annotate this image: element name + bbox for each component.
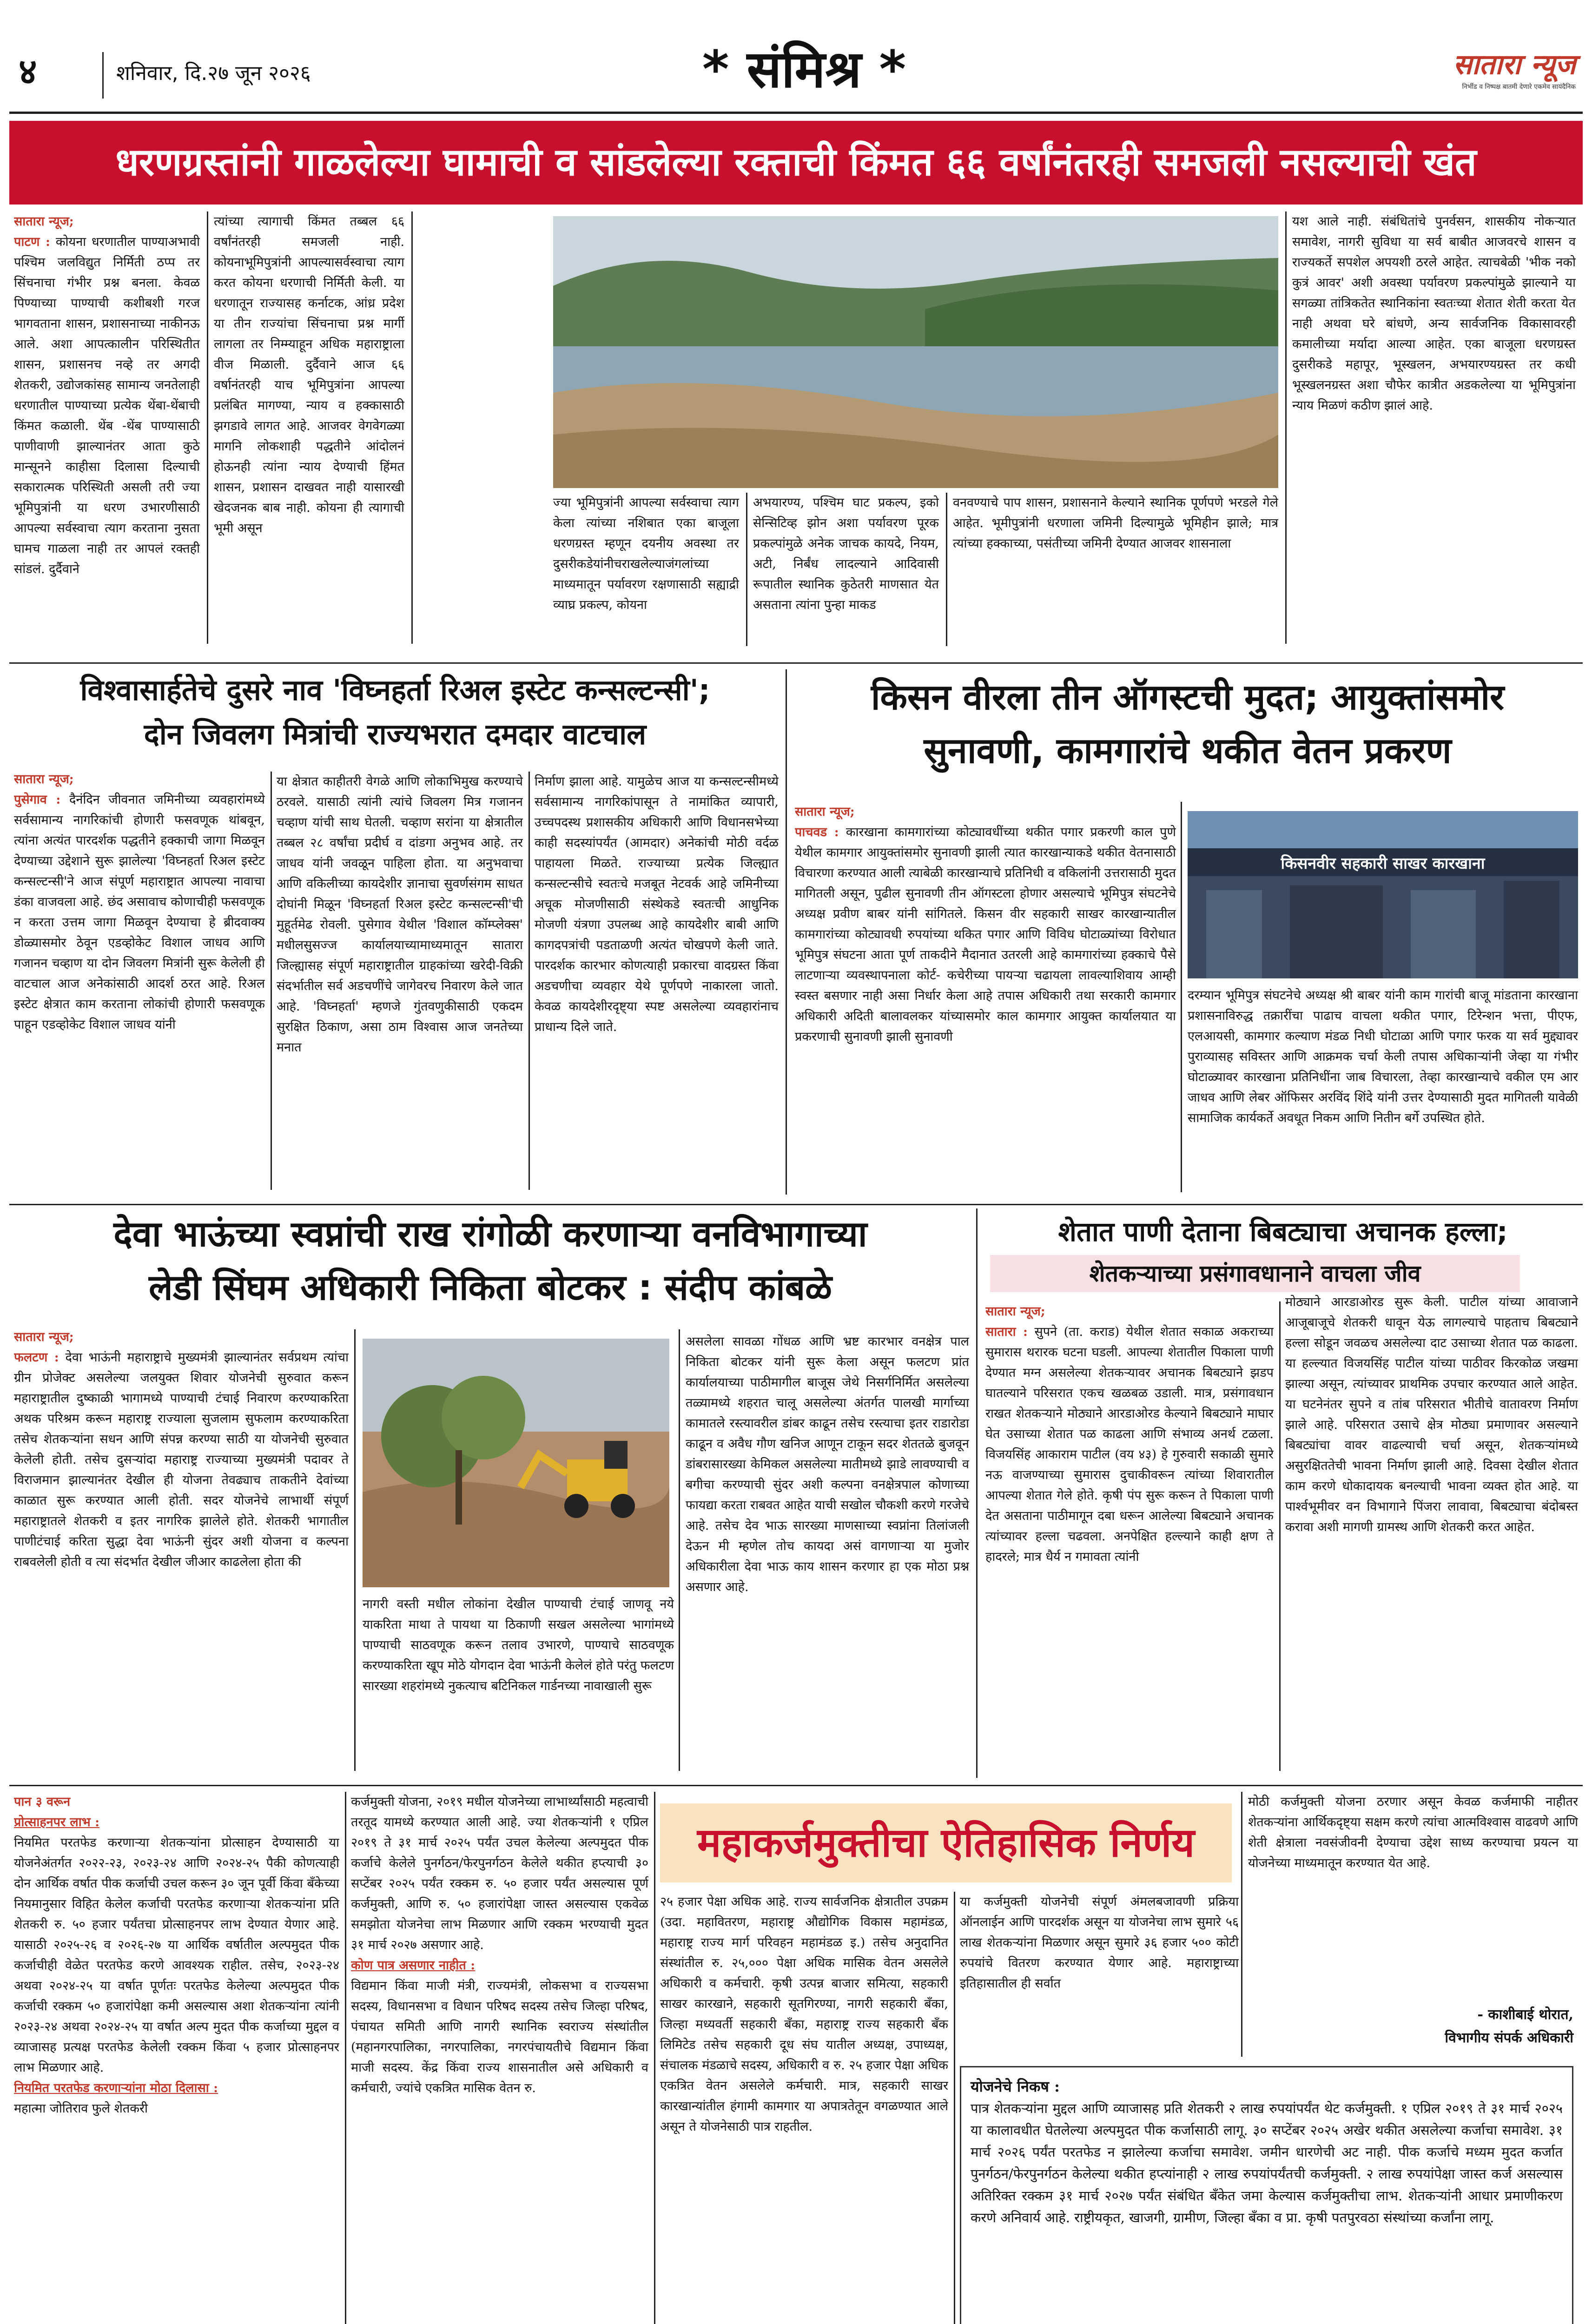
logo-text: सातारा न्यूज bbox=[1453, 48, 1576, 81]
logo-tagline: निर्भीड व निष्पक्ष बातमी देणारे एकमेव सायंदैनिक bbox=[1462, 83, 1576, 91]
excavator-site-image bbox=[363, 1339, 669, 1587]
story3-text-1: कारखाना कामगारांच्या कोट्यावधींच्या थकीत पगार प्रकरणी काल पुणे येथील कामगार आयुक्तांसमोर सुनावणी झाली त्यात कारखान्याकडे थकीत वेतनासाठी विचारणा करण्यात आली त्याबेळी कारखान्याचे प्रतिनिधी व वकिलांनी उत्तरासाठी मुदत मागितली असून, पुढील सुनावणी तीन ऑगस्टला होणार असल्याचे भूमिपुत्र संघटनेचे अध्यक्ष प्रवीण बाबर यांनी सांगितले. किसन वीर सहकारी साखर कारखान्यातील कामगारांच्या कोट्यावधी रुपयांच्या थकित पगार आणि विविध घोटाळ्यांच्या विरोधात भूमिपुत्र संघटना आता पूर्ण ताकदीने मैदानात उतरली आहे कामगारांच्या हक्काचे पैसे लाटणाऱ्या व्यवस्थापनाला कोर्ट- कचेरीच्या पायऱ्या चढायला लावल्याशिवाय आम्ही स्वस्त बसणार नाही असा निर्धार केला आहे तपास अधिकारी तथा सरकारी कामगार अधिकारी अदिती बालावलकर यांच्यासमोर काल कामगार आयुक्त कार्यालयात या प्रकरणाची सुनावणी झाली सुनावणी bbox=[795, 825, 1176, 1044]
col-divider bbox=[345, 1792, 346, 2324]
story6-col1 bbox=[14, 1792, 339, 2324]
col-divider bbox=[354, 1329, 356, 1771]
story1-col3 bbox=[553, 493, 739, 651]
story1-headline: धरणग्रस्तांनी गाळलेल्या घामाची व सांडलेल्या रक्ताची किंमत ६६ वर्षांनंतरही समजली नसल्याची खंत bbox=[9, 121, 1583, 205]
story3-col1 bbox=[795, 802, 1176, 1197]
story1-dateline: पाटण : bbox=[14, 235, 51, 249]
story4-jcb-photo bbox=[363, 1339, 669, 1587]
story5-dateline: सातारा : bbox=[985, 1325, 1028, 1339]
story4-headline-line2: लेडी सिंघम अधिकारी निकिता बोटकर : संदीप कांबळे bbox=[149, 1267, 832, 1308]
col-divider bbox=[1279, 1301, 1281, 1771]
story1-text-5: वनवण्याचे पाप शासन, प्रशासनाने केल्याने स्थानिक पूर्णपणे भरडले गेले आहेत. भूमीपुत्रांनी धरणाला जमिनी दिल्यामुळे भूमिहीन झाले; मात्र त्यांच्या हक्काच्या, पसंतीच्या जमिनी देण्यात आजवर शासनाला bbox=[953, 495, 1278, 551]
story3-dateline: पाचवड : bbox=[795, 825, 839, 839]
story5-text-1: सुपने (ता. कराड) येथील शेतात सकाळ अकराच्या सुमारास थरारक घटना घडली. आपल्या शेतातील पिकाला पाणी देण्यात मग्न असलेल्या शेतकऱ्यावर अचानक बिबट्याने झडप घातल्याने परिसरात एकच खळबळ उडाली. मात्र, प्रसंगावधान राखत शेतकऱ्याने मोठ्याने आरडाओरड केल्याने बिबट्याने माघार घेत उसाच्या शेतात पळ काढला आणि संभाव्य अनर्थ टळला. विजयसिंह आकाराम पाटील (वय ४३) हे गुरुवारी सकाळी सुमारे नऊ वाजण्याच्या सुमारास दुचाकीवरून त्यांच्या शिवारातील आपल्या शेतात गेले होते. कृषी पंप सुरू करून ते पिकाला पाणी देत असताना पाठीमागून दबा धरून आलेल्या बिबट्याने अचानक त्यांच्यावर हल्ला चढवला. अनपेक्षित हल्ल्याने काही क्षण ते हादरले; मात्र धैर्य न गमावता त्यांनी bbox=[985, 1325, 1274, 1564]
story2-headline-line1: विश्वासार्हतेचे दुसरे नाव 'विघ्नहर्ता रिअल इस्टेट कन्सल्टन्सी'; bbox=[80, 673, 710, 707]
scheme-criteria-text: पात्र शेतकऱ्यांना मुद्दल आणि व्याजासह प्रति शेतकरी २ लाख रुपयांपर्यंत थेट कर्जमुक्ती. १ एप्रिल २०१९ ते ३१ मार्च २०२५ या कालावधीत घेतलेल्या अल्पमुदत पीक कर्जासाठी लागू. ३० सप्टेंबर २०२५ अखेर थकीत असलेल्या कर्जाचा समावेश. ३१ मार्च २०२६ पर्यंत परतफेड न झालेल्या कर्जाचा समावेश. जमीन धारणेची अट नाही. पीक कर्जाचे मध्यम मुदत कर्जात पुनर्गठन/फेरपुनर्गठन केलेल्या थकीत हप्त्यांनाही २ लाख रुपयांपर्यंतची कर्जमुक्ती. २ लाख रुपयांपेक्षा जास्त कर्ज असल्यास अतिरिक्त रक्कम ३१ मार्च २०२७ पर्यंत संबंधित बँकेत जमा केल्यास कर्जमुक्तीचा लाभ. शेतकऱ्यांनी आधार प्रमाणीकरण करणे अनिवार्य आहे. राष्ट्रीयकृत, खाजगी, ग्रामीण, जिल्हा बँका व प्रा. कृषी पतपुरवठा संस्थांच्या कर्जांना लागू. bbox=[971, 2100, 1563, 2225]
story6-text-1b: महात्मा जोतिराव फुले शेतकरी bbox=[14, 2101, 148, 2116]
col-divider bbox=[1181, 802, 1182, 1192]
factory-building-image bbox=[1188, 811, 1578, 978]
story4-text-1: देवा भाऊंनी महाराष्ट्राचे मुख्यमंत्री झाल्यानंतर सर्वप्रथम त्यांचा ग्रीन प्रोजेक्ट असलेल्या जलयुक्त शिवार योजनेची सुरुवात करून महाराष्ट्रातील दुष्काळी भागामध्ये पाण्याची टंचाई निवारण करण्याकरिता अथक परिश्रम करून महाराष्ट्र राज्याला सुजलाम सुफलाम करण्याकरिता तसेच शेतकऱ्यांना सधन आणि संपन्न करण्या साठी या योजनेची सुरुवात केलेली होती. तसेच दुसऱ्यांदा महाराष्ट्र राज्याच्या मुख्यमंत्री पदावर ते विराजमान झाल्यानंतर देखील ही योजना तेवढ्याच ताकतीने देवांच्या काळात सुरू करण्यात आली होती. सदर योजनेचे लाभार्थी संपूर्ण महाराष्ट्रातले शेतकरी व इतर नागरिक झालेले होते. शेतकरी भागातील पाणीटंचाई करिता सुद्धा देवा भाऊंनी सुंदर अशी योजना व कल्पना राबवलेली होती व त्या संदर्भात देखील जीआर काढलेला होता की bbox=[14, 1350, 349, 1569]
story1-text-2: त्यांच्या त्यागाची किंमत तब्बल ६६ वर्षांनंतरही समजली नाही. कोयनाभूमिपुत्रांनी आपल्यासर्वस्वाचा त्याग करत कोयना धरणाची निर्मिती केली. या धरणातून राज्यासह कर्नाटक, आंध्र प्रदेश या तीन राज्यांचा सिंचनाचा प्रश्न मार्गी लागला तर निम्म्याहून अधिक महाराष्ट्राला वीज मिळाली. दुर्दैवाने आज ६६ वर्षानंतरही याच भूमिपुत्रांना आपल्या प्रलंबित मागण्या, न्याय व हक्कासाठी झगडावे लागत आहे. आजवर वेगवेगळ्या मागनि लोकशाही पद्धतीने आंदोलनं होऊनही त्यांना न्याय देण्याची हिंमत शासन, प्रशासन दाखवत नाही यासारखी खेदजनक बाब नाही. कोयना ही त्यागाची भूमी असून bbox=[214, 214, 404, 535]
page-number: ४ bbox=[19, 51, 37, 92]
story6-col2 bbox=[351, 1792, 648, 2324]
story4-col2 bbox=[686, 1332, 969, 1778]
story1-col6 bbox=[1292, 211, 1576, 653]
col-divider bbox=[654, 1792, 655, 2324]
story5-col2 bbox=[1285, 1292, 1578, 1778]
story3-col2 bbox=[1188, 985, 1578, 1197]
col-divider bbox=[411, 211, 413, 644]
story2-text-3: निर्माण झाला आहे. यामुळेच आज या कन्सल्टन्सीमध्ये सर्वसामान्य नागरिकांपासून ते नामांकित व्यापारी, उच्चपदस्थ प्रशासकीय अधिकारी आणि विधानसभेच्या काही सदस्यांपर्यंत (आमदार) अनेकांची मोठी वर्दळ पाहायला मिळते. राज्याच्या प्रत्येक जिल्ह्यात कन्सल्टन्सीचे स्वतःचे मजबूत नेटवर्क आहे जमिनीच्या अचूक मोजणीसाठी संस्थेकडे स्वतःची आधुनिक मोजणी यंत्रणा उपलब्ध आहे कायदेशीर बाबी आणि कागदपत्रांची पडताळणी अत्यंत चोखपणे केली जाते. पारदर्शक कारभार कोणत्याही प्रकारचा वादग्रस्त किंवा अडचणीचा व्यवहार येथे पूर्णपणे नाकारला जातो. केवळ कायदेशीरदृष्ट्या स्पष्ट असलेल्या व्यवहारांनाच प्राधान्य दिले जाते. bbox=[535, 774, 779, 1034]
story5-col1 bbox=[985, 1301, 1274, 1778]
section-rule bbox=[9, 662, 1583, 664]
story1-dam-photo bbox=[553, 216, 1278, 488]
scheme-criteria-box bbox=[960, 2066, 1573, 2324]
masthead-logo bbox=[1297, 44, 1576, 109]
story5-source: सातारा न्यूज; bbox=[985, 1304, 1045, 1319]
story4-col1 bbox=[14, 1327, 349, 1778]
story6-text-5: मोठी कर्जमुक्ती योजना ठरणार असून केवळ कर्जमाफी नाहीतर शेतकऱ्यांना आर्थिकदृष्ट्या सक्षम करणे त्यांचा आत्मविश्वास वाढवणे आणि शेती क्षेत्राला नवसंजीवनी देण्याचा उद्देश साध्य करण्याचा प्रयत्न या योजनेच्या माध्यमातून करण्यात येत आहे. bbox=[1248, 1795, 1578, 1870]
story6-text-4: या कर्जमुक्ती योजनेची संपूर्ण अंमलबजावणी प्रक्रिया ऑनलाईन आणि पारदर्शक असून या योजनेचा लाभ सुमारे ५६ लाख शेतकऱ्यांना मिळणार असून सुमारे ३६ हजार ५०० कोटी रुपयांचे वितरण करण्यात येणार आहे. महाराष्ट्राच्या इतिहासातील ही सर्वात bbox=[960, 1895, 1239, 1991]
scheme-criteria-title: योजनेचे निकष : bbox=[971, 2078, 1060, 2095]
story2-headline-line2: दोन जिवलग मित्रांची राज्यभरात दमदार वाटचाल bbox=[144, 717, 647, 751]
story4-dateline: फलटण : bbox=[14, 1350, 59, 1365]
story2-dateline: पुसेगाव : bbox=[14, 792, 61, 807]
section-rule bbox=[9, 1785, 1583, 1786]
story5-headline-line2: शेतकऱ्याच्या प्रसंगावधानाने वाचला जीव bbox=[990, 1255, 1520, 1292]
col-divider bbox=[207, 211, 208, 644]
story1-text-6: यश आले नाही. संबंधितांचे पुनर्वसन, शासकीय नोकऱ्यात समावेश, नागरी सुविधा या सर्व बाबीत आजवरचे शासन व राज्यकर्ते सपशेल अपयशी ठरले आहेत. त्याचबेळी 'भीक नको कुत्रं आवर' अशी अवस्था पर्यावरण प्रकल्पांमुळे झाल्याने या सगळ्या तांत्रिकतेत स्थानिकांना स्वतःच्या शेतात शेती करता येत नाही अथवा घरे बांधणे, अन्य सार्वजनिक विकासावरही कमालीच्या मर्यादा आल्या आहेत. एका बाजूला धरणग्रस्त दुसरीकडे महापूर, भूस्खलन, अभयारण्यग्रस्त तर कधी भूस्खलनग्रस्त अशा चौफेर कात्रीत अडकलेल्या या भूमिपुत्रांना न्याय मिळणं कठीण झालं आहे. bbox=[1292, 214, 1576, 413]
story3-text-2: दरम्यान भूमिपुत्र संघटनेचे अध्यक्ष श्री बाबर यांनी काम गारांची बाजू मांडताना कारखाना प्रशासनाविरुद्ध तक्रारींचा पाढाच वाचला थकीत पगार, टिरेन्शन भत्ता, पीएफ, एलआयसी, कामगार कल्याण मंडळ निधी घोटाळा आणि पगार फरक या सर्व मुद्द्यावर पुराव्यासह सविस्तर आणि आक्रमक चर्चा केली तपास अधिकाऱ्यांनी जेव्हा या गंभीर घोटाळ्यावर कारखाना प्रतिनिधींना जाब विचारला, तेव्हा कारखान्याचे वकील एम आर जाधव आणि लेबर ऑफिसर अरविंद शिंदे यांनी उत्तर देण्यासाठी मुदत मागितली यावेळी सामाजिक कार्यकर्ते अवधूत निकम आणि नितीन बर्गे उपस्थित होते. bbox=[1188, 988, 1578, 1125]
story6-author bbox=[1248, 2003, 1573, 2050]
story3-headline-line1: किसन वीरला तीन ऑगस्टची मुदत; आयुक्तांसमोर bbox=[871, 676, 1505, 718]
story6-headline: महाकर्जमुक्तीचा ऐतिहासिक निर्णय bbox=[660, 1803, 1232, 1882]
story6-continued-from: पान ३ वरून bbox=[14, 1795, 71, 1809]
story6-text-1a: नियमित परतफेड करणाऱ्या शेतकऱ्यांना प्रोत्साहन देण्यासाठी या योजनेअंतर्गत २०२२-२३, २०२३-२४ आणि २०२४-२५ पैकी कोणत्याही दोन आर्थिक वर्षात पीक कर्जाची उचल करून ३० जून पूर्वी किंवा बँकेच्या नियमानुसार विहित केलेल कर्जाची परतफेड करणाऱ्या शेतकऱ्यांना प्रति शेतकरी रु. ५० हजार पर्यंतचा प्रोत्साहनपर लाभ देण्यात येणार आहे. यासाठी २०२५-२६ व २०२६-२७ या आर्थिक वर्षातील अल्पमुदत पीक कर्जाचीही वेळेत परतफेड करणे आवश्यक राहील. तसेच, २०२३-२४ अथवा २०२४-२५ या वर्षात पूर्णतः परतफेड केलेल्या अल्पमुदत पीक कर्जाची रक्कम ५० हजारांपेक्षा कमी असल्यास अशा शेतकऱ्यांना त्यांनी २०२३-२४ अथवा २०२४-२५ या वर्षात अल्प मुदत पीक कर्जाच्या मुद्दल व व्याजासह प्रत्यक्ष परतफेड केलेली रक्कम किंवा ५ हजार प्रोत्साहनपर लाभ मिळणार आहे. bbox=[14, 1835, 339, 2075]
story1-col4 bbox=[753, 493, 939, 651]
col-divider bbox=[954, 1892, 955, 2324]
section-rule bbox=[9, 1204, 1583, 1205]
story6-col3 bbox=[660, 1892, 948, 2324]
issue-date: शनिवार, दि.२७ जून २०२६ bbox=[116, 61, 311, 85]
story1-col2 bbox=[214, 211, 404, 653]
story1-text-4: अभयारण्य, पश्चिम घाट प्रकल्प, इको सेन्सिटिव्ह झोन अशा पर्यावरण पूरक प्रकल्पांमुळे अनेक जाचक कायदे, नियम, अटी, निर्बंध लादल्याने आदिवासी रूपातील स्थानिक कुठेतरी माणसात येत असताना त्यांना पुन्हा माकड bbox=[753, 495, 939, 612]
story2-col3 bbox=[535, 772, 779, 1199]
story5-headline-line1: शेतात पाणी देताना बिबट्याचा अचानक हल्ला; bbox=[1058, 1216, 1508, 1248]
story5-text-2: मोठ्याने आरडाओरड सुरू केली. पाटील यांच्या आवाजाने आजूबाजूचे शेतकरी धावून येऊ लागल्याचे पाहताच बिबट्याने हल्ला सोडून जवळच असलेल्या दाट उसाच्या शेतात पळ काढला. या हल्ल्यात विजयसिंह पाटील यांच्या पाठीवर किरकोळ जखमा झाल्या असून, त्यांच्यावर प्राथमिक उपचार करण्यात आले आहेत. या घटनेनंतर सुपने व तांब परिसरात भीतीचे वातावरण निर्माण झाले आहे. परिसरात उसाचे क्षेत्र मोठ्या प्रमाणावर असल्याने बिबट्यांचा वावर वाढल्याची चर्चा असून, शेतकऱ्यांमध्ये असुरक्षिततेची भावना निर्माण झाली आहे. दिवसा देखील शेतात काम करणे धोकादायक बनल्याची भावना व्यक्त होत आहे. या पार्श्वभूमीवर वन विभागाने पिंजरा लावावा, बिबट्याचा बंदोबस्त करावा अशी मागणी ग्रामस्थ आणि शेतकरी करत आहेत. bbox=[1285, 1295, 1578, 1534]
story4-caption bbox=[363, 1594, 674, 1778]
story4-text-2: असलेला सावळा गोंधळ आणि भ्रष्ट कारभार वनक्षेत्र पाल निकिता बोटकर यांनी सुरू केला असून फलटण प्रांत कार्यालयाच्या पाठीमागील बाजूस जेथे निसर्गनिर्मित असलेल्या तळ्यामध्ये शहरात चालू असलेल्या अंतर्गत पालखी मार्गाच्या कामातले रस्त्यावरील डांबर काढून तसेच रस्त्याचा इतर राडारोडा काढून व अवैध गौण खनिज आणून टाकून सदर शेततळे बुजवून डांबरासारख्या केमिकल असलेल्या मातीमध्ये झाडे लावण्याची व बगीचा करण्याची सुंदर अशी कल्पना वनक्षेत्रपाल कोणाच्या फायद्या करता राबवत आहेत याची सखोल चौकशी करणे गरजेचे आहे. तसेच देव भाऊ सारख्या माणसाच्या स्वप्नांना तिलांजली देऊन मी म्हणेल तोच कायदा असं वागणाऱ्या या मुजोर अधिकारीला देवा भाऊ काय शासन करणार हा एक मोठा प्रश्न असणार आहे. bbox=[686, 1334, 969, 1594]
author-name: - काशीबाई थोरात, bbox=[1477, 2007, 1573, 2023]
story1-col1 bbox=[14, 211, 200, 653]
dam-landscape-image bbox=[553, 216, 1278, 488]
col-divider bbox=[528, 772, 530, 1190]
story6-subhead-incentive: प्रोत्साहनपर लाभ : bbox=[14, 1815, 100, 1829]
story2-col2 bbox=[277, 772, 523, 1199]
story1-text-1: कोयना धरणातील पाण्याअभावी पश्चिम जलविद्युत निर्मिती ठप्प तर सिंचनाचा गंभीर प्रश्न बनला. केवळ पिण्याच्या पाण्याची कशीबशी गरज भागवताना शासन, प्रशासनाच्या नाकीनऊ आले. अशा आपत्कालीन परिस्थितीत शासन, प्रशासनच नव्हे तर अगदी शेतकरी, उद्योजकांसह सामान्य जनतेलाही धरणातील पाण्याच्या प्रत्येक थेंबा-थेंबाची किंमत कळाली. थेंब -थेंब पाण्यासाठी पाणीवाणी झाल्यानंतर आता कुठे मान्सूनने काहीसा दिलासा दिल्याची सकारात्मक परिस्थिती असली तरी ज्या भूमिपुत्रांनी या धरण उभारणीसाठी आपल्या सर्वस्वाचा त्याग करताना नुसता घामच गाळला नाही तर आपलं रक्तही सांडलं. दुर्दैवाने bbox=[14, 235, 200, 576]
story6-col5 bbox=[1248, 1792, 1578, 1987]
story2-text-1: दैनंदिन जीवनात जमिनीच्या व्यवहारांमध्ये सर्वसामान्य नागरिकांची होणारी फसवणूक थांबवून, त्यांना अत्यंत पारदर्शक पद्धतीने हक्काची जागा मिळवून देण्याच्या उद्देशाने सुरू झालेल्या 'विघ्नहर्ता रिअल इस्टेट कन्सल्टन्सी'ने आज संपूर्ण महाराष्ट्रात आपल्या नावाचा डंका वाजवला आहे. छंद असावाच कोणाचीही फसवणूक न करता उत्तम जागा मिळवून देण्याचा हे ब्रीदवाक्य डोळ्यासमोर ठेवून एडव्होकेट विशाल जाधव आणि गजानन चव्हाण या दोन जिवलग मित्रांनी सुरू केलेली ही वाटचाल आज अनेकांसाठी आदर्श ठरत आहे. रिअल इस्टेट क्षेत्रात काम करताना लोकांची होणारी फसवणूक पाहून एडव्होकेट विशाल जाधव यांनी bbox=[14, 792, 265, 1032]
section-title: * संमिश्र * bbox=[702, 40, 906, 99]
story6-text-2b: विद्यमान किंवा माजी मंत्री, राज्यमंत्री, लोकसभा व राज्यसभा सदस्य, विधानसभा व विधान परिषद सदस्य तसेच जिल्हा परिषद, पंचायत समिती आणि नागरी स्थानिक स्वराज्य संस्थांतील (महानगरपालिका, नगरपालिका, नगरपंचायतीचे विद्यमान किंवा माजी सदस्य. केंद्र किंवा राज्य शासनातील असे अधिकारी व कर्मचारी, ज्यांचे एकत्रित मासिक वेतन रु. bbox=[351, 1979, 648, 2095]
story1-col5 bbox=[953, 493, 1278, 651]
story4-caption-text: नागरी वस्ती मधील लोकांना देखील पाण्याची टंचाई जाणवू नये याकरिता माथा ते पायथा या ठिकाणी सखल असलेल्या भागांमध्ये पाण्याची साठवणूक करून तलाव उभारणे, पाण्याचे साठवणूक करण्याकरिता खूप मोठे योगदान देवा भाऊंनी केलेलं होते परंतु फलटण सारख्या शहरांमध्ये नुकत्याच बटिनिकल गार्डनच्या नावाखाली सुरू bbox=[363, 1597, 674, 1693]
story3-headline-line2: सुनावणी, कामगारांचे थकीत वेतन प्रकरण bbox=[924, 730, 1452, 771]
author-role: विभागीय संपर्क अधिकारी bbox=[1445, 2030, 1573, 2046]
col-divider bbox=[946, 493, 947, 646]
section-divider bbox=[786, 669, 787, 1195]
story6-text-2a: कर्जमुक्ती योजना, २०१९ मधील योजनेच्या लाभार्थ्यांसाठी महत्वाची तरतूद यामध्ये करण्यात आली आहे. ज्या शेतकऱ्यांनी १ एप्रिल २०१९ ते ३१ मार्च २०२५ पर्यंत उचल केलेल्या अल्पमुदत पीक कर्जाचे केलेले पुनर्गठन/फेरपुनर्गठन केलेले थकीत हप्त्याची ३० सप्टेंबर २०२५ पर्यंत रक्कम रु. ५० हजार पर्यंत असल्यास पूर्ण कर्जमुक्ती, आणि रु. ५० हजारांपेक्षा जास्त असल्यास एकवेळ समझोता योजनेचा लाभ मिळणार आणि रक्कम भरण्याची मुदत ३१ मार्च २०२७ असणार आहे. bbox=[351, 1795, 648, 1952]
header-divider bbox=[102, 52, 104, 99]
story2-source: सातारा न्यूज; bbox=[14, 772, 74, 786]
story6-col4 bbox=[960, 1892, 1239, 2045]
story2-col1 bbox=[14, 769, 265, 1197]
story1-source: सातारा न्यूज; bbox=[14, 214, 74, 229]
story4-headline-line1: देवा भाऊंच्या स्वप्नांची राख रांगोळी करणाऱ्या वनविभागाच्या bbox=[113, 1213, 867, 1254]
col-divider bbox=[746, 493, 747, 646]
story1-text-3: ज्या भूमिपुत्रांनी आपल्या सर्वस्वाचा त्याग केला त्यांच्या नशिबात एका बाजूला धरणग्रस्त म्हणून दयनीय अवस्था तर दुसरीकडेयांनीचराखलेल्याजंगलांच्या माध्यमातून पर्यावरण रक्षणासाठी सह्याद्री व्याघ्र प्रकल्प, कोयना bbox=[553, 495, 739, 612]
story3-source: सातारा न्यूज; bbox=[795, 805, 855, 819]
header-rule bbox=[9, 112, 1583, 114]
story6-subhead-ineligible: कोण पात्र असणार नाहीत : bbox=[351, 1958, 476, 1973]
story6-subhead-relief: नियमित परतफेड करणाऱ्यांना मोठा दिलासा : bbox=[14, 2081, 218, 2095]
story4-source: सातारा न्यूज; bbox=[14, 1330, 74, 1344]
story2-text-2: या क्षेत्रात काहीतरी वेगळे आणि लोकाभिमुख करण्याचे ठरवले. यासाठी त्यांनी त्यांचे जिवलग मित्र गजानन चव्हाण यांची साथ घेतली. चव्हाण सरांना या क्षेत्रातील तब्बल २८ वर्षांचा प्रदीर्घ व दांडगा अनुभव आहे. तर जाधव यांनी जवळून पाहिला होता. या अनुभवाचा आणि वकिलीच्या कायदेशीर ज्ञानाचा सुवर्णसंगम साधत दोघांनी मिळून 'विघ्नहर्ता रिअल इस्टेट कन्सल्टन्सी'ची मुहूर्तमेढ रोवली. पुसेगाव येथील 'विशाल कॉम्प्लेक्स' मधीलसुसज्ज कार्यालयाच्यामाध्यमातून सातारा जिल्ह्यासह संपूर्ण महाराष्ट्रातील ग्राहकांच्या खरेदी-विक्री संदर्भातील सर्व अडचणींचे जागेवरच निवारण केले जात आहे. 'विघ्नहर्ता' म्हणजे गुंतवणुकीसाठी एकदम सुरक्षित ठिकाण, असा ठाम विश्वास आज जनतेच्या मनात bbox=[277, 774, 523, 1055]
col-divider bbox=[679, 1329, 680, 1771]
col-divider bbox=[1285, 211, 1287, 644]
col-divider bbox=[271, 772, 272, 1190]
story6-text-3: २५ हजार पेक्षा अधिक आहे. राज्य सार्वजनिक क्षेत्रातील उपक्रम (उदा. महावितरण, महाराष्ट्र औद्योगिक विकास महामंडळ, महाराष्ट्र राज्य मार्ग परिवहन महामंडळ इ.) तसेच अनुदानित संस्थांतील रु. २५,००० पेक्षा अधिक मासिक वेतन असलेले अधिकारी व कर्मचारी. कृषी उत्पन्न बाजार समित्या, सहकारी साखर कारखाने, सहकारी सूतगिरण्या, नागरी सहकारी बँका, जिल्हा मध्यवर्ती सहकारी बँका, महाराष्ट्र राज्य सहकारी बँक लिमिटेड तसेच सहकारी दूध संघ यातील अध्यक्ष, उपाध्यक्ष, संचालक मंडळाचे सदस्य, अधिकारी व रु. २५ हजार पेक्षा अधिक एकत्रित वेतन असलेले कर्मचारी. मात्र, सहकारी साखर कारखान्यांतील हंगामी कामगार या अपात्रतेतून वगळण्यात आले असून ते योजनेसाठी पात्र राहतील. bbox=[660, 1895, 948, 2134]
col-divider bbox=[1241, 1792, 1242, 2057]
story3-factory-photo bbox=[1188, 811, 1578, 978]
factory-sign-text: किसनवीर सहकारी साखर कारखाना bbox=[1281, 854, 1485, 873]
section-divider bbox=[976, 1208, 978, 1778]
